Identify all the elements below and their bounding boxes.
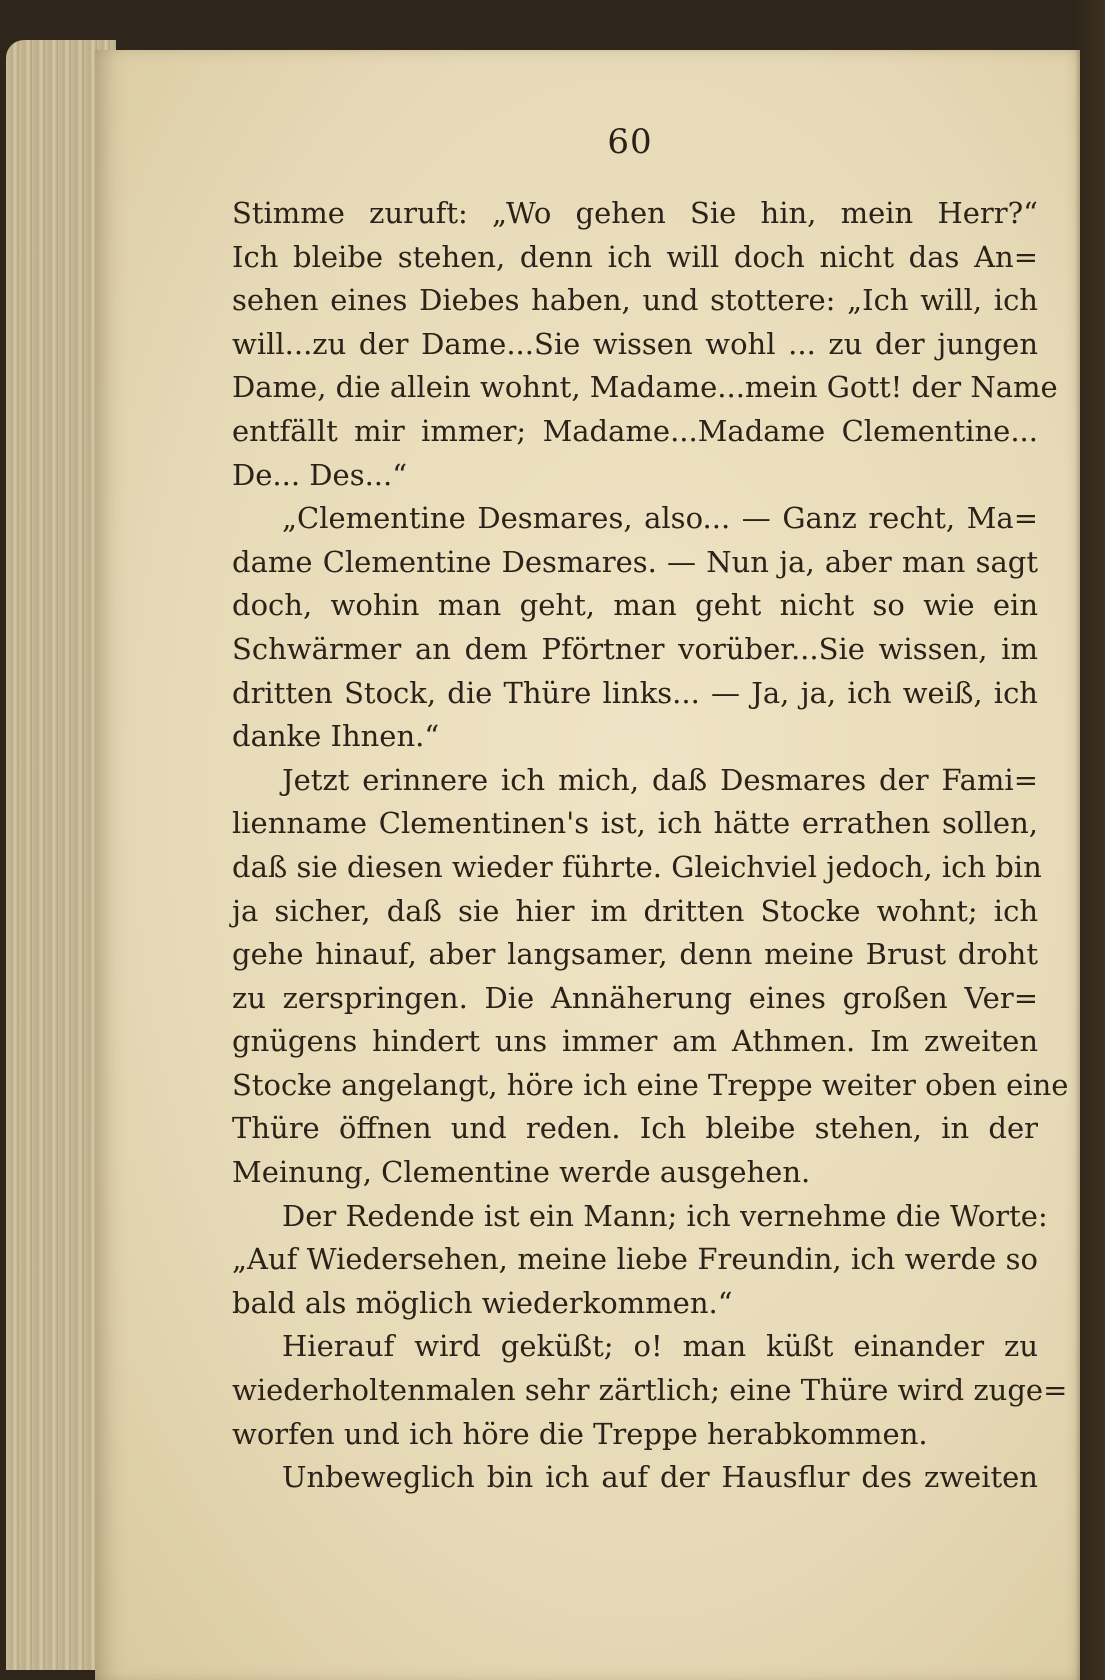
text-line: De... Des...“ <box>232 457 408 492</box>
text-line: Stocke angelangt, höre ich eine Treppe weiter oben eine <box>232 1067 1069 1102</box>
text-line: sehen eines Diebes haben, und stottere: „Ich will, ich <box>232 283 1038 318</box>
text-line: lienname Clementinen's ist, ich hätte errathen sollen, <box>232 806 1038 841</box>
text-line: „Clementine Desmares, also... — Ganz recht, Ma= <box>282 501 1038 536</box>
text-line: Thüre öffnen und reden. Ich bleibe stehen, in der <box>232 1111 1038 1146</box>
text-line: Hierauf wird geküßt; o! man küßt einander zu <box>282 1329 1038 1364</box>
text-line: doch, wohin man geht, man geht nicht so wie ein <box>232 588 1038 623</box>
text-line: Jetzt erinnere ich mich, daß Desmares der Fami= <box>282 762 1038 797</box>
page-number: 60 <box>607 122 653 162</box>
binding-shadow <box>1075 0 1105 1680</box>
text-line: „Auf Wiedersehen, meine liebe Freundin, ich werde so <box>232 1242 1038 1277</box>
text-line: Stimme zuruft: „Wo gehen Sie hin, mein Herr?“ <box>232 196 1038 230</box>
text-line: ja sicher, daß sie hier im dritten Stocke wohnt; ich <box>232 893 1038 928</box>
text-line: zu zerspringen. Die Annäherung eines großen Ver= <box>232 980 1038 1015</box>
body-text <box>232 192 1069 1500</box>
text-line: dame Clementine Desmares. — Nun ja, aber man sagt <box>232 544 1038 579</box>
text-line: Unbeweglich bin ich auf der Hausflur des zweiten <box>282 1460 1038 1495</box>
text-line: gnügens hindert uns immer am Athmen. Im zweiten <box>232 1024 1038 1059</box>
text-line: wiederholtenmalen sehr zärtlich; eine Thüre wird zuge= <box>232 1373 1068 1408</box>
text-line: worfen und ich höre die Treppe herabkommen. <box>232 1416 928 1451</box>
text-line: Der Redende ist ein Mann; ich vernehme die Worte: <box>282 1198 1048 1233</box>
text-line: bald als möglich wiederkommen.“ <box>232 1285 733 1320</box>
text-line: Dame, die allein wohnt, Madame...mein Gott! der Name <box>232 370 1058 405</box>
text-line: daß sie diesen wieder führte. Gleichviel jedoch, ich bin <box>232 849 1042 884</box>
text-line: Ich bleibe stehen, denn ich will doch nicht das An= <box>232 239 1038 274</box>
text-line: Schwärmer an dem Pförtner vorüber...Sie wissen, im <box>232 631 1038 666</box>
text-line: Meinung, Clementine werde ausgehen. <box>232 1155 811 1190</box>
text-line: dritten Stock, die Thüre links... — Ja, ja, ich weiß, ich <box>232 675 1038 710</box>
text-line: entfällt mir immer; Madame...Madame Clementine... <box>232 413 1038 448</box>
text-line: danke Ihnen.“ <box>232 719 440 754</box>
text-line: will...zu der Dame...Sie wissen wohl ... zu der jungen <box>232 326 1038 361</box>
text-line: gehe hinauf, aber langsamer, denn meine Brust droht <box>232 937 1038 972</box>
